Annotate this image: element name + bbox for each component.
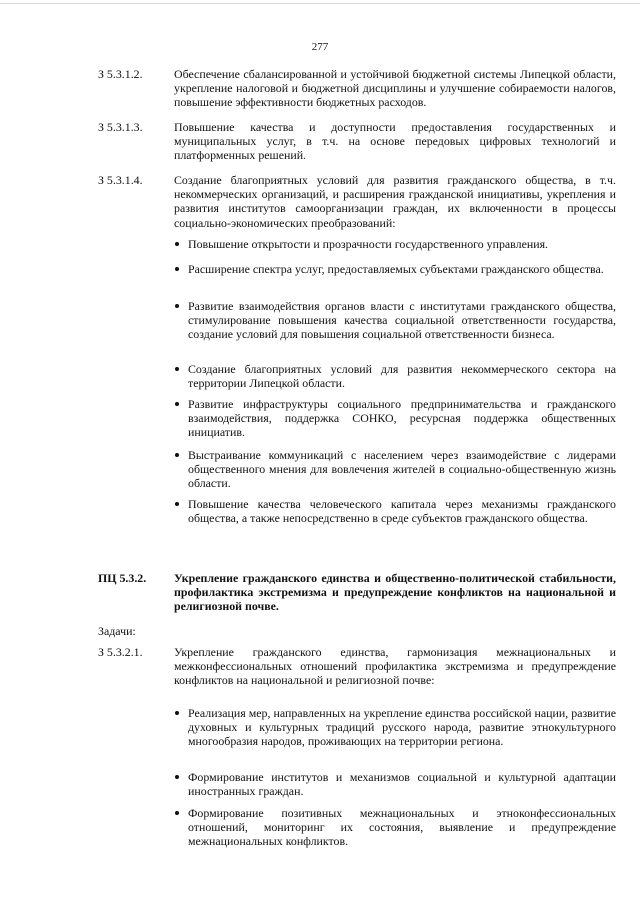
section-title: Укрепление гражданского единства и общественно-политической стабильности, профилактика экстремизма и предупреждение конфликтов на национальной и религиозной почве. <box>174 571 616 614</box>
task-code: З 5.3.1.4. <box>98 173 143 187</box>
task-entry <box>98 645 616 688</box>
task-code: З 5.3.1.3. <box>98 120 143 134</box>
task-body <box>174 173 616 230</box>
list-item: Выстраивание коммуникаций с населением через взаимодействие с лидерами общественного мнения для вовлечения жителей в социально-общественную жизнь области. <box>174 448 616 491</box>
task-text: Создание благоприятных условий для развития гражданского общества, в т.ч. некоммерческих организаций, и расширения гражданской инициативы, укрепления и развития институтов самоорганизации граждан, их включенности в процессы социально-экономических преобразований: <box>174 173 616 230</box>
list-item: Развитие взаимодействия органов власти с институтами гражданского общества, стимулирование повышения качества социальной ответственности государства, создание условий для повышения социальной ответственности бизнеса. <box>174 299 616 342</box>
task-body <box>174 120 616 163</box>
list-item: Повышение качества человеческого капитала через механизмы гражданского общества, а также непосредственно в среде субъектов гражданского общества. <box>174 497 616 525</box>
page-number: 277 <box>311 41 329 53</box>
list-item: Расширение спектра услуг, предоставляемых субъектами гражданского общества. <box>174 262 616 276</box>
task-entry <box>98 173 616 230</box>
task-text: Обеспечение сбалансированной и устойчивой бюджетной системы Липецкой области, укрепление налоговой и бюджетной дисциплины и улучшение собираемости налогов, повышение эффективности бюджетных расходов. <box>174 67 616 110</box>
task-entry <box>98 67 616 110</box>
section-heading <box>98 571 616 614</box>
task-entry <box>98 120 616 163</box>
task-body <box>174 67 616 110</box>
list-item: Развитие инфраструктуры социального предпринимательства и гражданского взаимодействия, поддержка СОНКО, ресурсная поддержка общественных инициатив. <box>174 397 616 440</box>
top-rule <box>0 3 640 4</box>
list-item: Формирование институтов и механизмов социальной и культурной адаптации иностранных граждан. <box>174 770 616 798</box>
list-item: Создание благоприятных условий для развития некоммерческого сектора на территории Липецкой области. <box>174 362 616 390</box>
tasks-label: Задачи: <box>98 624 136 638</box>
list-item: Реализация мер, направленных на укрепление единства российской нации, развитие духовных и культурных традиций русского народа, развитие этнокультурного многообразия народов, проживающих на территории региона. <box>174 706 616 749</box>
list-item: Формирование позитивных межнациональных и этноконфессиональных отношений, мониторинг их состояния, выявление и предупреждение межнациональных конфликтов. <box>174 806 616 849</box>
task-code: З 5.3.2.1. <box>98 645 143 659</box>
task-code: З 5.3.1.2. <box>98 67 143 81</box>
task-text: Повышение качества и доступности предоставления государственных и муниципальных услуг, в т.ч. на основе передовых цифровых технологий и платформенных решений. <box>174 120 616 163</box>
task-text: Укрепление гражданского единства, гармонизация межнациональных и межконфессиональных отношений профилактика экстремизма и предупреждение конфликтов на национальной и религиозной почве: <box>174 645 616 688</box>
list-item: Повышение открытости и прозрачности государственного управления. <box>174 237 616 251</box>
section-code: ПЦ 5.3.2. <box>98 571 147 585</box>
task-body <box>174 645 616 688</box>
